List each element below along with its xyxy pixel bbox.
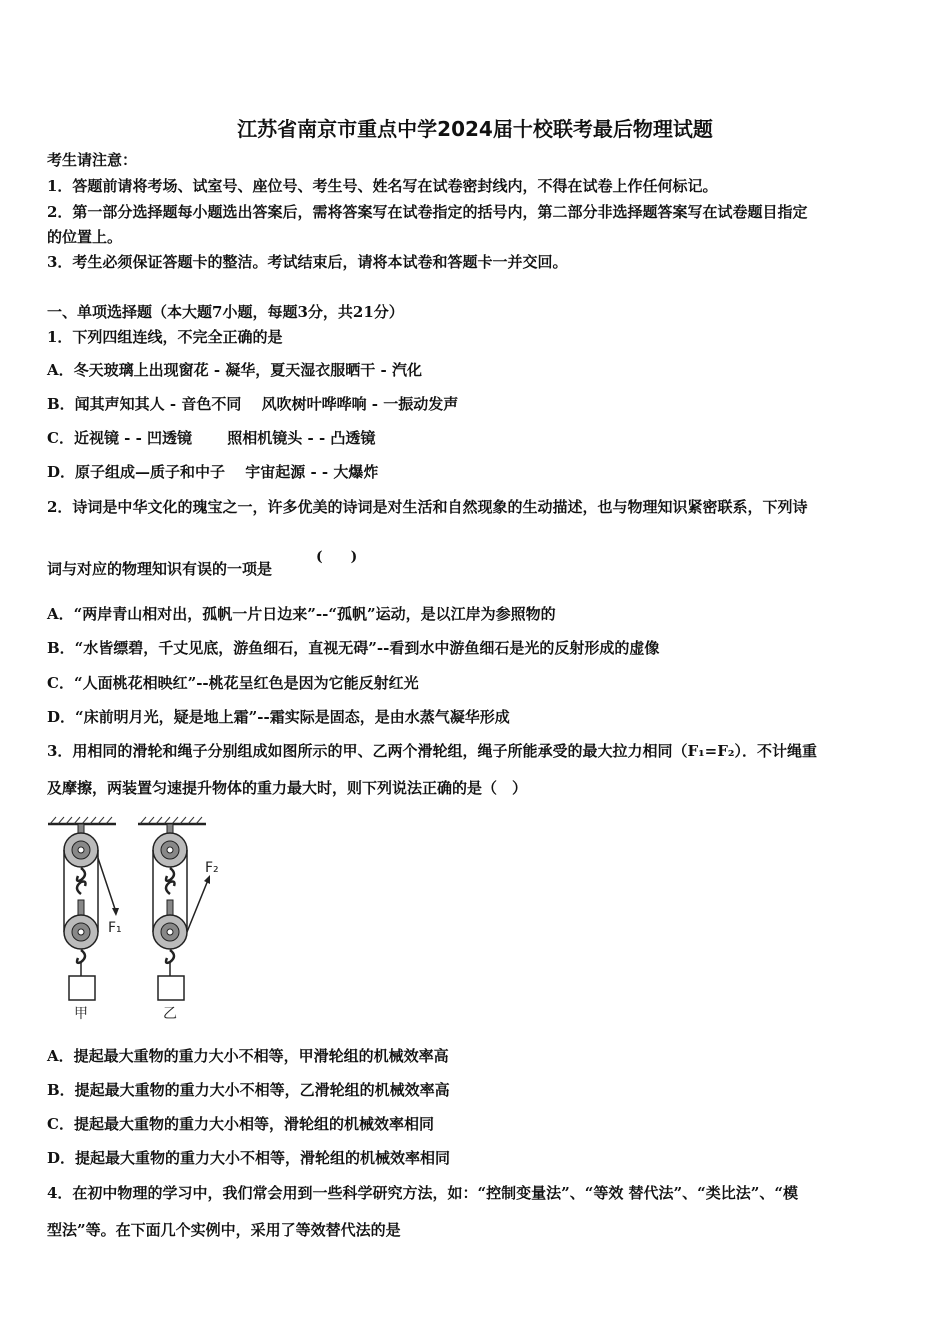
- q3-option-c: C．提起最大重物的重力大小相等，滑轮组的机械效率相同: [47, 1115, 434, 1133]
- q3-stem-line2: 及摩擦，两装置匀速提升物体的重力最大时，则下列说法正确的是（ ）: [47, 779, 528, 797]
- force-label-right: F₂: [205, 860, 219, 876]
- q2-option-a: A．“两岸青山相对出，孤帆一片日边来”--“孤帆”运动，是以江岸为参照物的: [47, 605, 556, 623]
- section-heading: 一、单项选择题（本大题7小题，每题3分，共21分）: [47, 303, 404, 321]
- pulley-system-left: [48, 817, 122, 1022]
- q4-stem-line1: 4．在初中物理的学习中，我们常会用到一些科学研究方法，如：“控制变量法”、“等效 替代法”、“类比法”、“模: [47, 1184, 799, 1202]
- q2-stem-line2: 词与对应的物理知识有误的一项是: [47, 560, 273, 578]
- q3-option-a: A．提起最大重物的重力大小不相等，甲滑轮组的机械效率高: [47, 1047, 449, 1065]
- figure-label-left: 甲: [74, 1006, 88, 1022]
- figure-label-right: 乙: [163, 1006, 177, 1022]
- notice-item-1: 1．答题前请将考场、试室号、座位号、考生号、姓名写在试卷密封线内，不得在试卷上作任何标记。: [47, 177, 718, 195]
- load-box-left: [69, 976, 95, 1000]
- q3-stem-line1: 3．用相同的滑轮和绳子分别组成如图所示的甲、乙两个滑轮组，绳子所能承受的最大拉力相同（F₁=F₂）．不计绳重: [47, 742, 817, 760]
- q1-option-c: C．近视镜 - - 凹透镜 照相机镜头 - - 凸透镜: [47, 429, 376, 447]
- q2-option-c: C．“人面桃花相映红”--桃花呈红色是因为它能反射红光: [47, 674, 419, 692]
- q3-option-b: B．提起最大重物的重力大小不相等，乙滑轮组的机械效率高: [47, 1081, 450, 1099]
- pulley-systems-diagram: [42, 812, 232, 1026]
- q1-option-b: B．闻其声知其人 - 音色不同 风吹树叶哗哗响 - 一振动发声: [47, 395, 459, 413]
- q1-option-a: A．冬天玻璃上出现窗花 - 凝华，夏天湿衣服晒干 - 汽化: [47, 361, 422, 379]
- notice-heading: 考生请注意：: [47, 151, 138, 169]
- load-box-right: [158, 976, 184, 1000]
- notice-item-2: 2．第一部分选择题每小题选出答案后，需将答案写在试卷指定的括号内，第二部分非选择题答案写在试卷题目指定: [47, 203, 808, 221]
- q2-answer-paren: ( ): [316, 549, 358, 565]
- q4-stem-line2: 型法”等。在下面几个实例中，采用了等效替代法的是: [47, 1221, 401, 1239]
- q2-stem-line1: 2．诗词是中华文化的瑰宝之一，许多优美的诗词是对生活和自然现象的生动描述，也与物理知识紧密联系，下列诗: [47, 498, 808, 516]
- page-title: 江苏省南京市重点中学2024届十校联考最后物理试题: [237, 117, 713, 141]
- q1-option-d: D．原子组成—质子和中子 宇宙起源 - - 大爆炸: [47, 463, 379, 481]
- q3-option-d: D．提起最大重物的重力大小不相等，滑轮组的机械效率相同: [47, 1149, 451, 1167]
- q2-option-d: D．“床前明月光，疑是地上霜”--霜实际是固态，是由水蒸气凝华形成: [47, 708, 510, 726]
- q1-stem: 1．下列四组连线，不完全正确的是: [47, 328, 283, 346]
- pulley-figure: [42, 812, 232, 1030]
- q2-option-b: B．“水皆缥碧，千丈见底，游鱼细石，直视无碍”--看到水中游鱼细石是光的反射形成的虚像: [47, 639, 660, 657]
- notice-item-2-cont: 的位置上。: [47, 228, 123, 246]
- notice-item-3: 3．考生必须保证答题卡的整洁。考试结束后，请将本试卷和答题卡一并交回。: [47, 253, 568, 271]
- pulley-system-right: [138, 817, 219, 1022]
- force-label-left: F₁: [108, 920, 122, 936]
